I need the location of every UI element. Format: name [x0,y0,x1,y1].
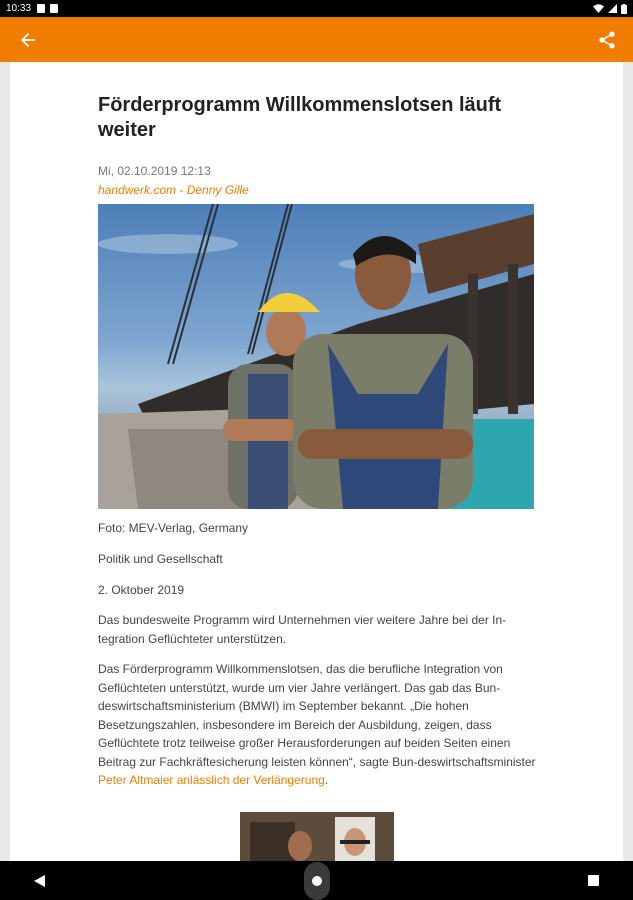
content-sheet [10,62,623,861]
status-right [593,4,627,14]
body-end: . [324,773,329,787]
share-icon [598,31,616,49]
battery-icon [621,4,627,14]
wifi-icon [593,4,604,13]
nav-recents-icon [588,875,599,886]
app-bar [0,17,633,62]
photo-illustration [98,204,534,509]
notification-icon [37,4,45,13]
article-category: Politik und Gesellschaft [98,552,223,566]
article-inline-image[interactable] [240,812,394,862]
inline-image-illustration [240,812,394,862]
source-site-link[interactable]: handwerk.com [98,183,177,197]
status-time: 10:33 [6,3,32,14]
article-datetime: Mi, 02.10.2019 12:13 [98,164,211,178]
share-button[interactable] [595,28,619,52]
arrow-back-icon [21,33,35,47]
body-text: Das Förderprogramm Willkommenslotsen, das die berufliche Integration von Geflüchteten unterstützt, wurde um vier Jahre verlängert. Das gab das Bun-deswirtschaftsministerium (BMWI) im September bekannt. „Die hohen Besetzungszahlen, insbesondere im Bereich der Ausbildung, zeigen, dass Geflüchtete trotz teilweise großer Herausforderungen auf beiden Seiten einen Beitrag zur Fachkräftesicherung leisten können“, sagte Bun-deswirtschaftsminister [98,662,536,769]
nav-recents-button[interactable] [581,869,605,893]
article-title: Förderprogramm Willkommenslotsen läuft weiter [98,94,502,141]
article-body [98,660,536,790]
nav-home-button[interactable] [304,862,330,900]
article [98,62,536,861]
system-nav-bar [0,861,633,900]
author-link[interactable]: Denny Gille [186,183,249,197]
body-link[interactable]: Peter Altmaier anlässlich der Verlängerung [98,773,325,787]
back-button[interactable] [16,28,40,52]
article-source [98,182,536,198]
article-pubdate: 2. Oktober 2019 [98,583,185,597]
article-photo[interactable] [98,204,534,509]
sim-icon [50,4,58,13]
nav-back-button[interactable] [28,869,52,893]
nav-home-icon [312,876,322,886]
status-bar [0,0,633,17]
nav-back-icon [34,875,46,887]
article-lead: Das bundesweite Programm wird Unternehmen vier weitere Jahre bei der In-tegration Geflüchteter unterstützen. [98,613,507,646]
photo-caption: Foto: MEV-Verlag, Germany [98,521,249,535]
source-separator: - [176,183,187,197]
signal-icon [608,4,617,13]
